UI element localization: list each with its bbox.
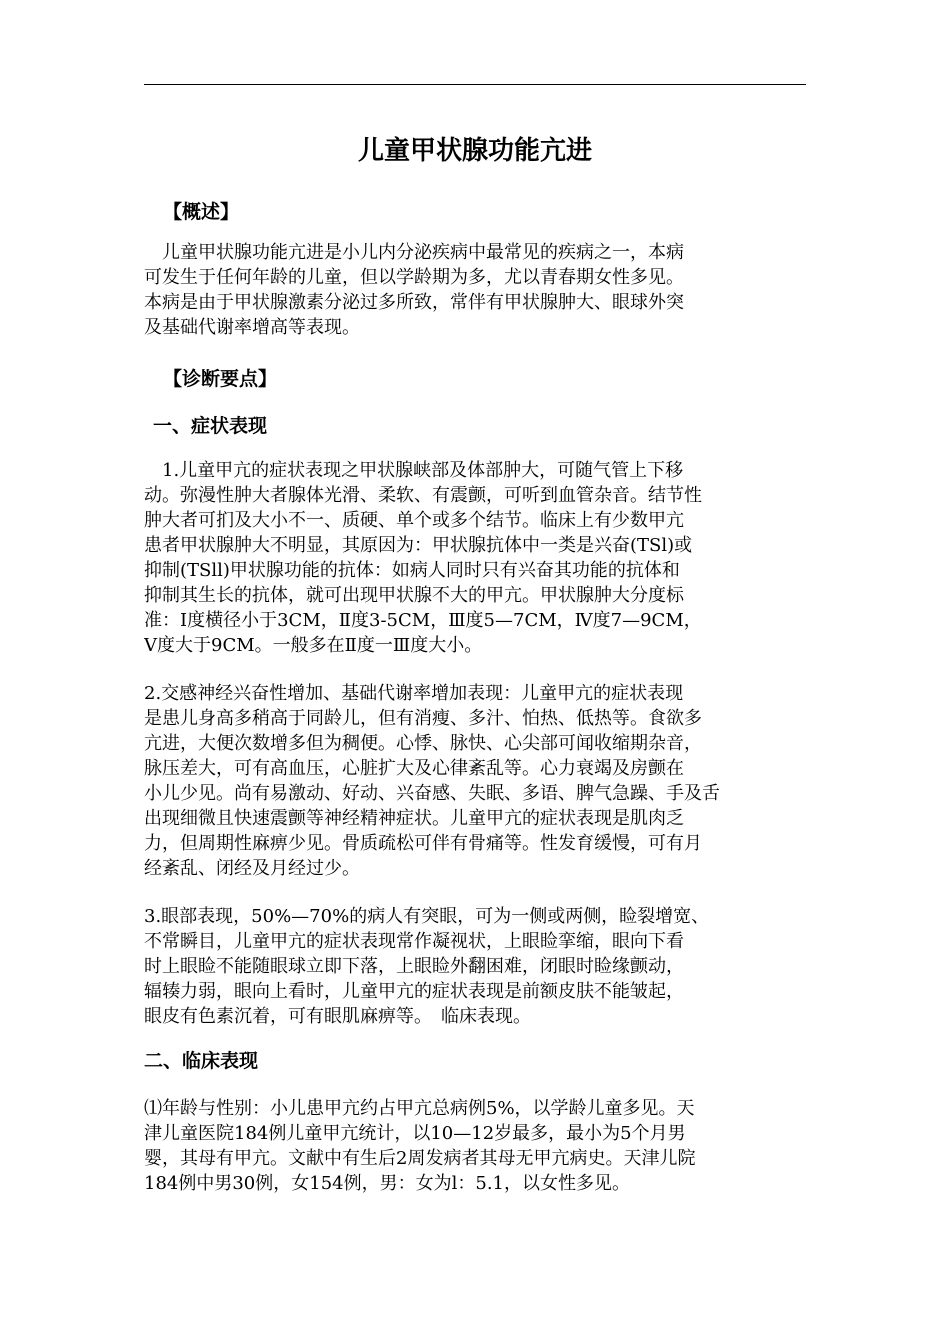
symptom-2-paragraph — [144, 681, 806, 881]
symptom-3-paragraph — [144, 904, 806, 1029]
paragraph-line: 出现细微且快速震颤等神经精神症状。儿童甲亢的症状表现是肌肉乏 — [144, 808, 684, 829]
paragraph-line: 患者甲状腺肿大不明显，其原因为：甲状腺抗体中一类是兴奋(TSl)或 — [144, 535, 693, 556]
paragraph-line: 抑制其生长的抗体，就可出现甲状腺不大的甲亢。甲状腺肿大分度标 — [144, 585, 684, 606]
paragraph-line: 不常瞬目，儿童甲亢的症状表现常作凝视状，上眼睑挛缩，眼向下看 — [144, 931, 684, 952]
symptoms-heading: 一、症状表现 — [153, 415, 268, 437]
paragraph-line: 力，但周期性麻痹少见。骨质疏松可伴有骨痛等。性发育缓慢，可有月 — [144, 833, 702, 854]
paragraph-line: ⑴年龄与性别：小儿患甲亢约占甲亢总病例5%，以学龄儿童多见。天 — [144, 1098, 695, 1119]
paragraph-line: 是患儿身高多稍高于同龄儿，但有消瘦、多汁、怕热、低热等。食欲多 — [144, 708, 702, 729]
paragraph-line: 辐辏力弱，眼向上看时，儿童甲亢的症状表现是前额皮肤不能皱起， — [144, 981, 684, 1002]
paragraph-line: 本病是由于甲状腺激素分泌过多所致，常伴有甲状腺肿大、眼球外突 — [144, 292, 684, 313]
page-title: 儿童甲状腺功能亢进 — [357, 136, 592, 166]
paragraph-line: 可发生于任何年龄的儿童，但以学龄期为多，尤以青春期女性多见。 — [144, 267, 684, 288]
paragraph-line: 准：Ⅰ度横径小于3CM，Ⅱ度3-5CM，Ⅲ度5—7CM，Ⅳ度7—9CM， — [144, 610, 702, 631]
clinical-1-paragraph — [144, 1096, 806, 1196]
paragraph-line: 婴，其母有甲亢。文献中有生后2周发病者其母无甲亢病史。天津儿院 — [144, 1148, 696, 1169]
paragraph-line: 津儿童医院184例儿童甲亢统计，以10—12岁最多，最小为5个月男 — [144, 1123, 686, 1144]
paragraph-line: 亢进，大便次数增多但为稠便。心悸、脉快、心尖部可闻收缩期杂音， — [144, 733, 702, 754]
paragraph-line: 时上眼睑不能随眼球立即下落，上眼睑外翻困难，闭眼时睑缘颤动， — [144, 956, 684, 977]
paragraph-line: Ⅴ度大于9CM。一般多在Ⅱ度一Ⅲ度大小。 — [144, 635, 483, 656]
overview-heading: 【概述】 — [163, 201, 240, 223]
paragraph-line: 肿大者可扪及大小不一、质硬、单个或多个结节。临床上有少数甲亢 — [144, 510, 684, 531]
paragraph-line: 抑制(TSll)甲状腺功能的抗体：如病人同时只有兴奋其功能的抗体和 — [144, 560, 680, 581]
symptom-1-paragraph — [144, 458, 806, 658]
paragraph-line: 脉压差大，可有高血压，心脏扩大及心律紊乱等。心力衰竭及房颤在 — [144, 758, 684, 779]
paragraph-line: 儿童甲状腺功能亢进是小儿内分泌疾病中最常见的疾病之一，本病 — [144, 242, 684, 263]
paragraph-line: 动。弥漫性肿大者腺体光滑、柔软、有震颤，可听到血管杂音。结节性 — [144, 485, 702, 506]
overview-paragraph — [144, 240, 806, 340]
paragraph-line: 1.儿童甲亢的症状表现之甲状腺峡部及体部肿大，可随气管上下移 — [144, 460, 684, 481]
paragraph-line: 经紊乱、闭经及月经过少。 — [144, 858, 360, 879]
paragraph-line: 3.眼部表现，50%—70%的病人有突眼，可为一侧或两侧，睑裂增宽、 — [144, 906, 710, 927]
header-rule — [144, 84, 806, 85]
paragraph-line: 小儿少见。尚有易激动、好动、兴奋感、失眠、多语、脾气急躁、手及舌 — [144, 783, 720, 804]
paragraph-line: 184例中男30例，女154例，男：女为l：5.1，以女性多见。 — [144, 1173, 630, 1194]
clinical-heading: 二、临床表现 — [144, 1050, 259, 1072]
paragraph-line: 眼皮有色素沉着，可有眼肌麻痹等。 临床表现。 — [144, 1006, 531, 1027]
diagnosis-heading: 【诊断要点】 — [163, 368, 278, 390]
paragraph-line: 及基础代谢率增高等表现。 — [144, 317, 360, 338]
paragraph-line: 2.交感神经兴奋性增加、基础代谢率增加表现：儿童甲亢的症状表现 — [144, 683, 684, 704]
